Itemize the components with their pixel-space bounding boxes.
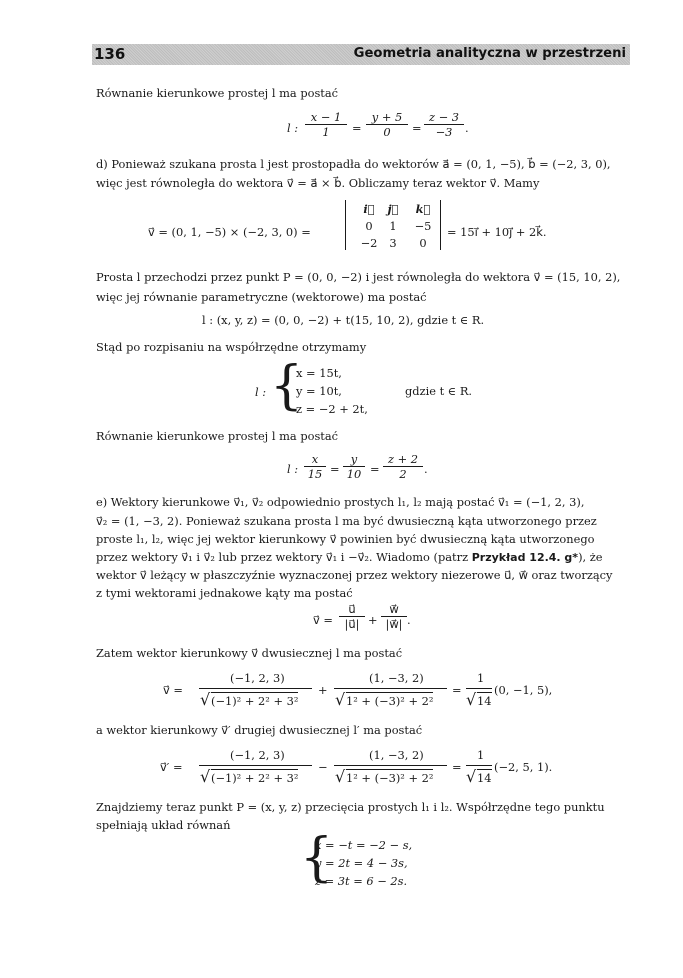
left-brace: { bbox=[270, 356, 304, 416]
sqrt-sign: √ bbox=[200, 690, 211, 709]
system-row: x = −t = −2 − s, bbox=[315, 838, 413, 852]
det-cell: j⃗ bbox=[387, 202, 399, 216]
system-row: z = 3t = 6 − 2s. bbox=[315, 874, 408, 888]
denominator: 14 bbox=[477, 771, 492, 785]
system-row: y = 2t = 4 − 3s, bbox=[315, 856, 408, 870]
equals: = bbox=[352, 121, 362, 135]
text-line: Zatem wektor kierunkowy v⃗ dwusiecznej l ma postać bbox=[96, 646, 403, 660]
running-header bbox=[92, 44, 630, 65]
eq-prefix: l : bbox=[287, 121, 299, 135]
eq-lhs: v⃗ = bbox=[313, 613, 333, 627]
text-line: Równanie kierunkowe prostej l ma postać bbox=[96, 86, 339, 100]
text-line: Znajdziemy teraz punkt P = (x, y, z) przecięcia prostych l₁ i l₂. Współrzędne tego punktu bbox=[96, 800, 605, 814]
det-cell: −2 bbox=[360, 236, 378, 250]
system-row: y = 10t, bbox=[296, 384, 342, 398]
numerator: 1 bbox=[477, 748, 485, 762]
numerator: 1 bbox=[477, 671, 485, 685]
system-row: z = −2 + 2t, bbox=[296, 402, 368, 416]
example-reference[interactable]: Przykład 12.4. g* bbox=[471, 551, 579, 564]
fraction: $\frac{z + 2}{2}$ bbox=[383, 452, 423, 481]
text-line: wektor v⃗ leżący w płaszczyźnie wyznaczonej przez wektory niezerowe u⃗, w⃗ oraz tworzący bbox=[96, 568, 613, 582]
denominator: (−1)² + 2² + 3² bbox=[211, 694, 299, 708]
fraction: $\frac{x - 1}{1}$ bbox=[305, 110, 347, 139]
text-line: spełniają układ równań bbox=[96, 818, 231, 832]
det-rhs: = 15i⃗ + 10j⃗ + 2k⃗. bbox=[447, 225, 547, 239]
system-row: x = 15t, bbox=[296, 366, 342, 380]
text-line: a wektor kierunkowy v⃗′ drugiej dwusiecznej l′ ma postać bbox=[96, 723, 423, 737]
numerator: (1, −3, 2) bbox=[369, 748, 424, 762]
denominator: 1² + (−3)² + 2² bbox=[346, 771, 434, 785]
fraction-bar bbox=[466, 765, 492, 766]
chapter-title: Geometria analityczna w przestrzeni bbox=[353, 46, 626, 61]
fraction: $\frac{u⃗}{|u⃗|}$ bbox=[339, 602, 365, 631]
det-bar-left bbox=[345, 200, 346, 250]
fraction-bar bbox=[199, 688, 312, 689]
text-line: e) Wektory kierunkowe v⃗₁, v⃗₂ odpowiednio prostych l₁, l₂ mają postać v⃗₁ = (−1, 2, 3), bbox=[96, 495, 585, 509]
denominator: 1² + (−3)² + 2² bbox=[346, 694, 434, 708]
fraction: $\frac{w⃗}{|w⃗|}$ bbox=[381, 602, 407, 631]
fraction-bar bbox=[334, 688, 447, 689]
eq-prefix: l : bbox=[255, 385, 267, 399]
det-cell: 0 bbox=[419, 236, 427, 250]
text-line: więc jej równanie parametryczne (wektorowe) ma postać bbox=[96, 290, 427, 304]
page-number: 136 bbox=[94, 45, 126, 63]
text-line: d) Ponieważ szukana prosta l jest prostopadła do wektorów a⃗ = (0, 1, −5), b⃗ = (−2, 3, 0), bbox=[96, 157, 611, 171]
text-line: Prosta l przechodzi przez punkt P = (0, 0, −2) i jest równoległa do wektora v⃗ = (15, 10, 2), bbox=[96, 270, 621, 284]
text-line: przez wektory v⃗₁ i v⃗₂ lub przez wektory v⃗₁ i −v⃗₂. Wiadomo (patrz Przykład 12.4. g*), że bbox=[96, 550, 603, 564]
text-line: v⃗₂ = (1, −3, 2). Ponieważ szukana prosta l ma być dwusieczną kąta utworzonego przez bbox=[96, 514, 597, 528]
det-lhs: v⃗ = (0, 1, −5) × (−2, 3, 0) = bbox=[148, 225, 311, 239]
text-line: Stąd po rozpisaniu na współrzędne otrzymamy bbox=[96, 340, 367, 354]
fraction-bar bbox=[199, 765, 312, 766]
det-cell: i⃗ bbox=[363, 202, 375, 216]
left-brace: { bbox=[300, 828, 334, 888]
eq-lhs: v⃗ = bbox=[163, 683, 183, 697]
denominator: 14 bbox=[477, 694, 492, 708]
fraction: $\frac{y}{10}$ bbox=[343, 452, 365, 481]
fraction: $\frac{z - 3}{-3}$ bbox=[424, 110, 464, 139]
numerator: (1, −3, 2) bbox=[369, 671, 424, 685]
text-line: więc jest równoległa do wektora v⃗ = a⃗ × b⃗. Obliczamy teraz wektor v⃗. Mamy bbox=[96, 176, 540, 190]
numerator: (−1, 2, 3) bbox=[230, 671, 285, 685]
denominator: (−1)² + 2² + 3² bbox=[211, 771, 299, 785]
text-line: Równanie kierunkowe prostej l ma postać bbox=[96, 429, 339, 443]
text-line: z tymi wektorami jednakowe kąty ma postać bbox=[96, 586, 353, 600]
fraction-bar bbox=[334, 765, 447, 766]
parametric-equation: l : (x, y, z) = (0, 0, −2) + t(15, 10, 2), gdzie t ∈ R. bbox=[202, 313, 485, 327]
eq-prefix: l : bbox=[287, 462, 299, 476]
system-condition: gdzie t ∈ R. bbox=[405, 384, 473, 398]
det-cell: k⃗ bbox=[415, 202, 431, 216]
det-cell: 1 bbox=[389, 219, 397, 233]
fraction-bar bbox=[466, 688, 492, 689]
text-line: proste l₁, l₂, więc jej wektor kierunkowy v⃗ powinien być dwusieczną kąta utworzonego bbox=[96, 532, 595, 546]
eq-lhs: v⃗′ = bbox=[160, 760, 183, 774]
det-cell: 0 bbox=[365, 219, 373, 233]
det-bar-right bbox=[440, 200, 441, 250]
fraction: $\frac{x}{15}$ bbox=[304, 452, 326, 481]
fraction: $\frac{y + 5}{0}$ bbox=[366, 110, 408, 139]
det-cell: −5 bbox=[414, 219, 432, 233]
det-cell: 3 bbox=[389, 236, 397, 250]
equals: = bbox=[412, 121, 422, 135]
numerator: (−1, 2, 3) bbox=[230, 748, 285, 762]
